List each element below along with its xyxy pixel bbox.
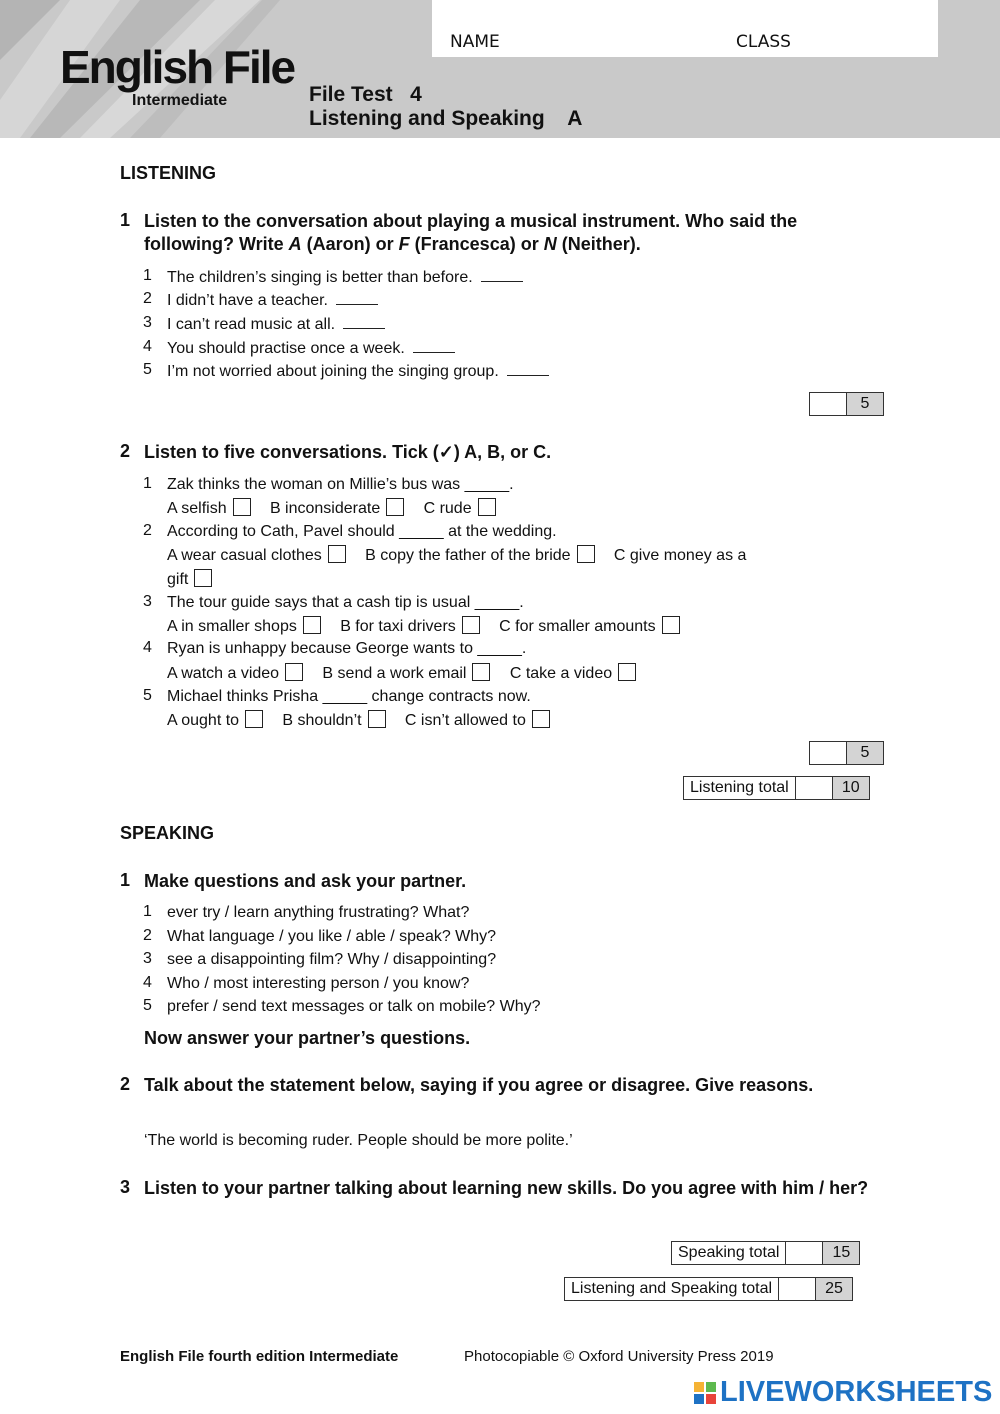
liveworksheets-wordmark: LIVEWORKSHEETS [720,1376,993,1408]
item-number: 3 [143,593,152,610]
option-b: B send a work email [322,665,467,682]
option-b: B inconsiderate [269,500,381,517]
checkbox-a[interactable] [285,663,303,681]
option-c: C isn’t allowed to [404,712,526,729]
item-text: Zak thinks the woman on Millie’s bus was _____. [167,476,514,493]
item-number: 2 [143,927,152,944]
test-title [309,83,582,131]
listening-q2-number: 2 [120,441,131,461]
list-item [167,361,549,382]
test-title-line1: File Test 4 [309,83,422,106]
answer-blank[interactable] [336,290,378,305]
score-max: 15 [823,1242,859,1264]
item-number: 3 [143,314,152,331]
logo-subtitle: Intermediate [132,92,228,109]
speaking-q3-instruction: Listen to your partner talking about learning new skills. Do you agree with him / her? [144,1178,869,1198]
name-class-bar [432,0,938,57]
options-row [167,710,556,731]
item-text: Michael thinks Prisha _____ change contracts now. [167,688,531,705]
item-text: You should practise once a week. [167,340,405,357]
listening-heading: LISTENING [120,163,217,183]
listening-q1-number: 1 [120,210,131,230]
option-a: A in smaller shops [167,618,297,635]
listening-total-box [683,776,870,800]
item-text: The tour guide says that a cash tip is usual _____. [167,594,524,611]
q2-score-box [809,741,884,765]
q1-text-part: Listen to the conversation about playing a musical instrument. Who said the following? Write [144,211,798,254]
item-text: I didn’t have a teacher. [167,292,328,309]
item-number: 5 [143,687,152,704]
option-c: C take a video [509,665,613,682]
q1-text-letter-a: A [288,234,302,254]
option-a: A watch a video [167,665,280,682]
speaking-q2-statement: ‘The world is becoming ruder. People should be more polite.’ [144,1132,573,1149]
grand-total-box [564,1277,853,1301]
listening-q1-instruction [144,210,884,256]
footer-edition: English File fourth edition Intermediate [120,1348,399,1365]
liveworksheets-logo-icon [694,1382,716,1404]
checkbox-c[interactable] [618,663,636,681]
item-number: 1 [143,903,152,920]
item-number: 2 [143,522,152,539]
option-b: B for taxi drivers [340,618,456,635]
item-text: I’m not worried about joining the singing group. [167,363,499,380]
option-a: A ought to [167,712,240,729]
q1-text-part: (Aaron) or [301,234,399,254]
checkbox-c[interactable] [662,616,680,634]
item-number: 4 [143,974,152,991]
checkbox-b[interactable] [577,545,595,563]
item-number: 4 [143,639,152,656]
option-c: C for smaller amounts [499,618,656,635]
score-input[interactable] [810,393,847,415]
list-item [167,290,378,311]
checkbox-c[interactable] [194,569,212,587]
answer-blank[interactable] [507,361,549,376]
options-row [167,616,686,637]
speaking-q1-number: 1 [120,870,131,890]
speaking-q2-number: 2 [120,1074,131,1094]
option-b: B shouldn’t [282,712,362,729]
listening-total-label: Listening total [684,777,796,799]
item-text: I can’t read music at all. [167,316,336,333]
checkbox-a[interactable] [328,545,346,563]
item-number: 3 [143,950,152,967]
listening-q2-instruction: Listen to five conversations. Tick (✓) A, B, or C. [144,442,552,462]
checkbox-a[interactable] [303,616,321,634]
list-item: prefer / send text messages or talk on mobile? Why? [167,998,541,1015]
score-max: 5 [847,393,883,415]
item-number: 2 [143,290,152,307]
answer-blank[interactable] [413,338,455,353]
score-input[interactable] [810,742,847,764]
checkbox-a[interactable] [233,498,251,516]
option-c: C rude [423,500,472,517]
checkbox-b[interactable] [386,498,404,516]
checkbox-b[interactable] [462,616,480,634]
options-row [167,663,642,684]
page-header [0,0,1000,138]
liveworksheets-brand [694,1376,992,1409]
list-item: What language / you like / able / speak? Why? [167,928,497,945]
checkbox-b[interactable] [472,663,490,681]
item-number: 5 [143,997,152,1014]
list-item [167,314,385,335]
speaking-total-label: Speaking total [672,1242,786,1264]
option-a: A selfish [167,500,227,517]
q1-text-part: (Neither). [556,234,641,254]
item-text: Ryan is unhappy because George wants to _____. [167,640,527,657]
item-number: 4 [143,338,152,355]
q1-text-letter-n: N [543,234,557,254]
q1-text-letter-f: F [398,234,410,254]
answer-blank[interactable] [481,267,523,282]
score-max: 25 [816,1278,852,1300]
item-number: 5 [143,361,152,378]
speaking-q3-number: 3 [120,1177,131,1197]
options-row-wrap [167,569,218,590]
score-max: 10 [833,777,869,799]
logo-title: English File [60,41,295,93]
checkbox-a[interactable] [245,710,263,728]
speaking-heading: SPEAKING [120,823,215,843]
score-input[interactable] [779,1278,816,1300]
list-item [167,267,523,288]
item-text: According to Cath, Pavel should _____ at the wedding. [167,523,557,540]
checkbox-b[interactable] [368,710,386,728]
item-number: 1 [143,475,152,492]
checkbox-c[interactable] [532,710,550,728]
score-input[interactable] [796,777,833,799]
option-b: B copy the father of the bride [365,547,571,564]
list-item [167,338,455,359]
option-c: C give money as a [613,547,747,564]
name-label: NAME [450,32,500,52]
speaking-q1-instruction: Make questions and ask your partner. [144,871,467,891]
score-input[interactable] [786,1242,823,1264]
q1-text-part: (Francesca) or [409,234,544,254]
options-row [167,545,746,566]
test-title-line2: Listening and Speaking A [309,107,583,130]
speaking-total-box [671,1241,860,1265]
speaking-q2-instruction: Talk about the statement below, saying if you agree or disagree. Give reasons. [144,1075,814,1095]
options-row [167,498,502,519]
option-a: A wear casual clothes [167,547,322,564]
item-number: 1 [143,267,152,284]
answer-blank[interactable] [343,314,385,329]
grand-total-label: Listening and Speaking total [565,1278,779,1300]
list-item: see a disappointing film? Why / disappointing? [167,951,497,968]
list-item: ever try / learn anything frustrating? What? [167,904,470,921]
checkbox-c[interactable] [478,498,496,516]
item-text: The children’s singing is better than before. [167,269,473,286]
class-label: CLASS [736,32,791,52]
q1-score-box [809,392,884,416]
footer-copyright: Photocopiable © Oxford University Press 2019 [464,1348,774,1365]
score-max: 5 [847,742,883,764]
option-c-cont: gift [167,571,189,588]
speaking-q1-follow-up: Now answer your partner’s questions. [144,1028,471,1048]
list-item: Who / most interesting person / you know? [167,975,470,992]
